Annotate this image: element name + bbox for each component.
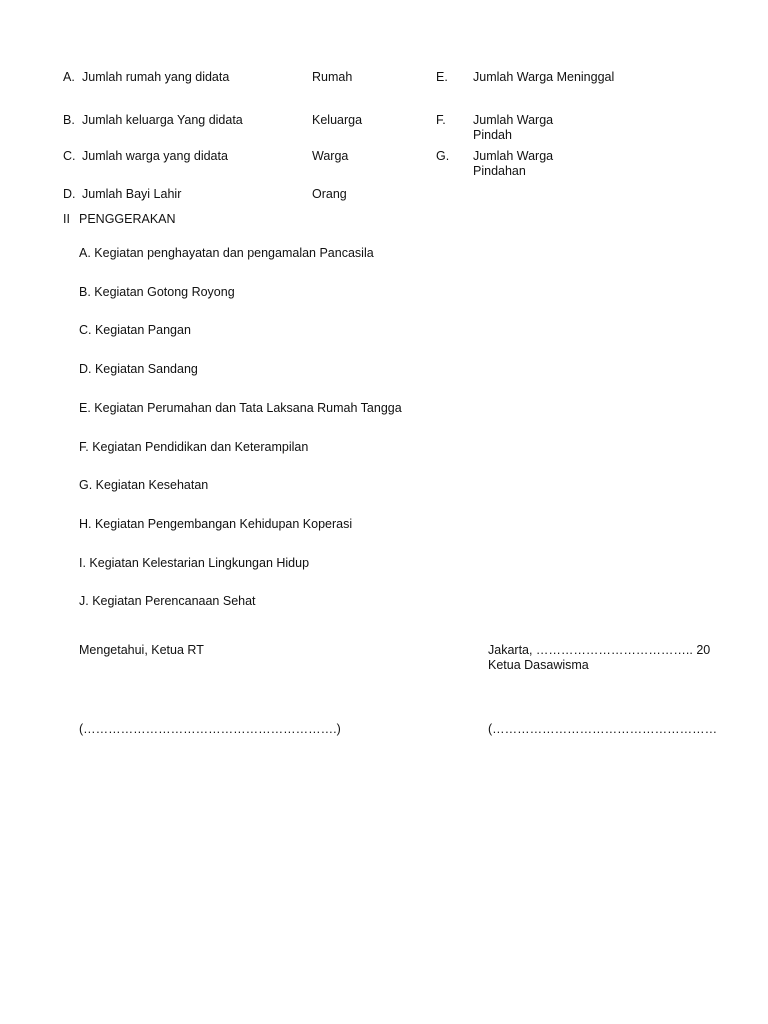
signature-left-blank: (…………………………………………………….) <box>79 722 341 736</box>
row-e-letter: E. <box>436 70 448 84</box>
section-title: PENGGERAKAN <box>79 212 176 226</box>
section-number: II <box>63 212 70 226</box>
row-b-unit: Keluarga <box>312 113 363 127</box>
activity-item: H. Kegiatan Pengembangan Kehidupan Koperasi <box>79 517 353 531</box>
row-b-label: Jumlah keluarga Yang didata <box>82 113 243 127</box>
row-f-label-line1: Jumlah Warga <box>473 113 554 127</box>
row-d-letter: D. <box>63 187 76 201</box>
activity-item: C. Kegiatan Pangan <box>79 323 191 337</box>
activity-item: F. Kegiatan Pendidikan dan Keterampilan <box>79 440 309 454</box>
signature-right-blank: (……………………………………………… <box>488 722 718 736</box>
row-b-letter: B. <box>63 113 75 127</box>
activity-item: D. Kegiatan Sandang <box>79 362 198 376</box>
activity-item: G. Kegiatan Kesehatan <box>79 478 209 492</box>
row-a-letter: A. <box>63 70 75 84</box>
row-g-label-line2: Pindahan <box>473 164 526 178</box>
row-c-letter: C. <box>63 149 76 163</box>
activity-item: J. Kegiatan Perencanaan Sehat <box>79 594 256 608</box>
row-g-letter: G. <box>436 149 450 163</box>
row-f-label-line2: Pindah <box>473 128 512 142</box>
row-d-unit: Orang <box>312 187 347 201</box>
activity-item: I. Kegiatan Kelestarian Lingkungan Hidup <box>79 556 310 570</box>
signature-place-date: Jakarta, ……………………………….. 20 <box>488 643 711 657</box>
activity-item: E. Kegiatan Perumahan dan Tata Laksana Rumah Tangga <box>79 401 402 415</box>
signature-left-title: Mengetahui, Ketua RT <box>79 643 204 657</box>
row-a-unit: Rumah <box>312 70 353 84</box>
row-d-label: Jumlah Bayi Lahir <box>82 187 182 201</box>
signature-right-title: Ketua Dasawisma <box>488 658 589 672</box>
activity-item: B. Kegiatan Gotong Royong <box>79 285 235 299</box>
row-c-label: Jumlah warga yang didata <box>82 149 228 163</box>
row-c-unit: Warga <box>312 149 349 163</box>
row-e-label: Jumlah Warga Meninggal <box>473 70 615 84</box>
activity-item: A. Kegiatan penghayatan dan pengamalan Pancasila <box>79 246 374 260</box>
row-g-label-line1: Jumlah Warga <box>473 149 554 163</box>
row-a-label: Jumlah rumah yang didata <box>82 70 230 84</box>
row-f-letter: F. <box>436 113 446 127</box>
